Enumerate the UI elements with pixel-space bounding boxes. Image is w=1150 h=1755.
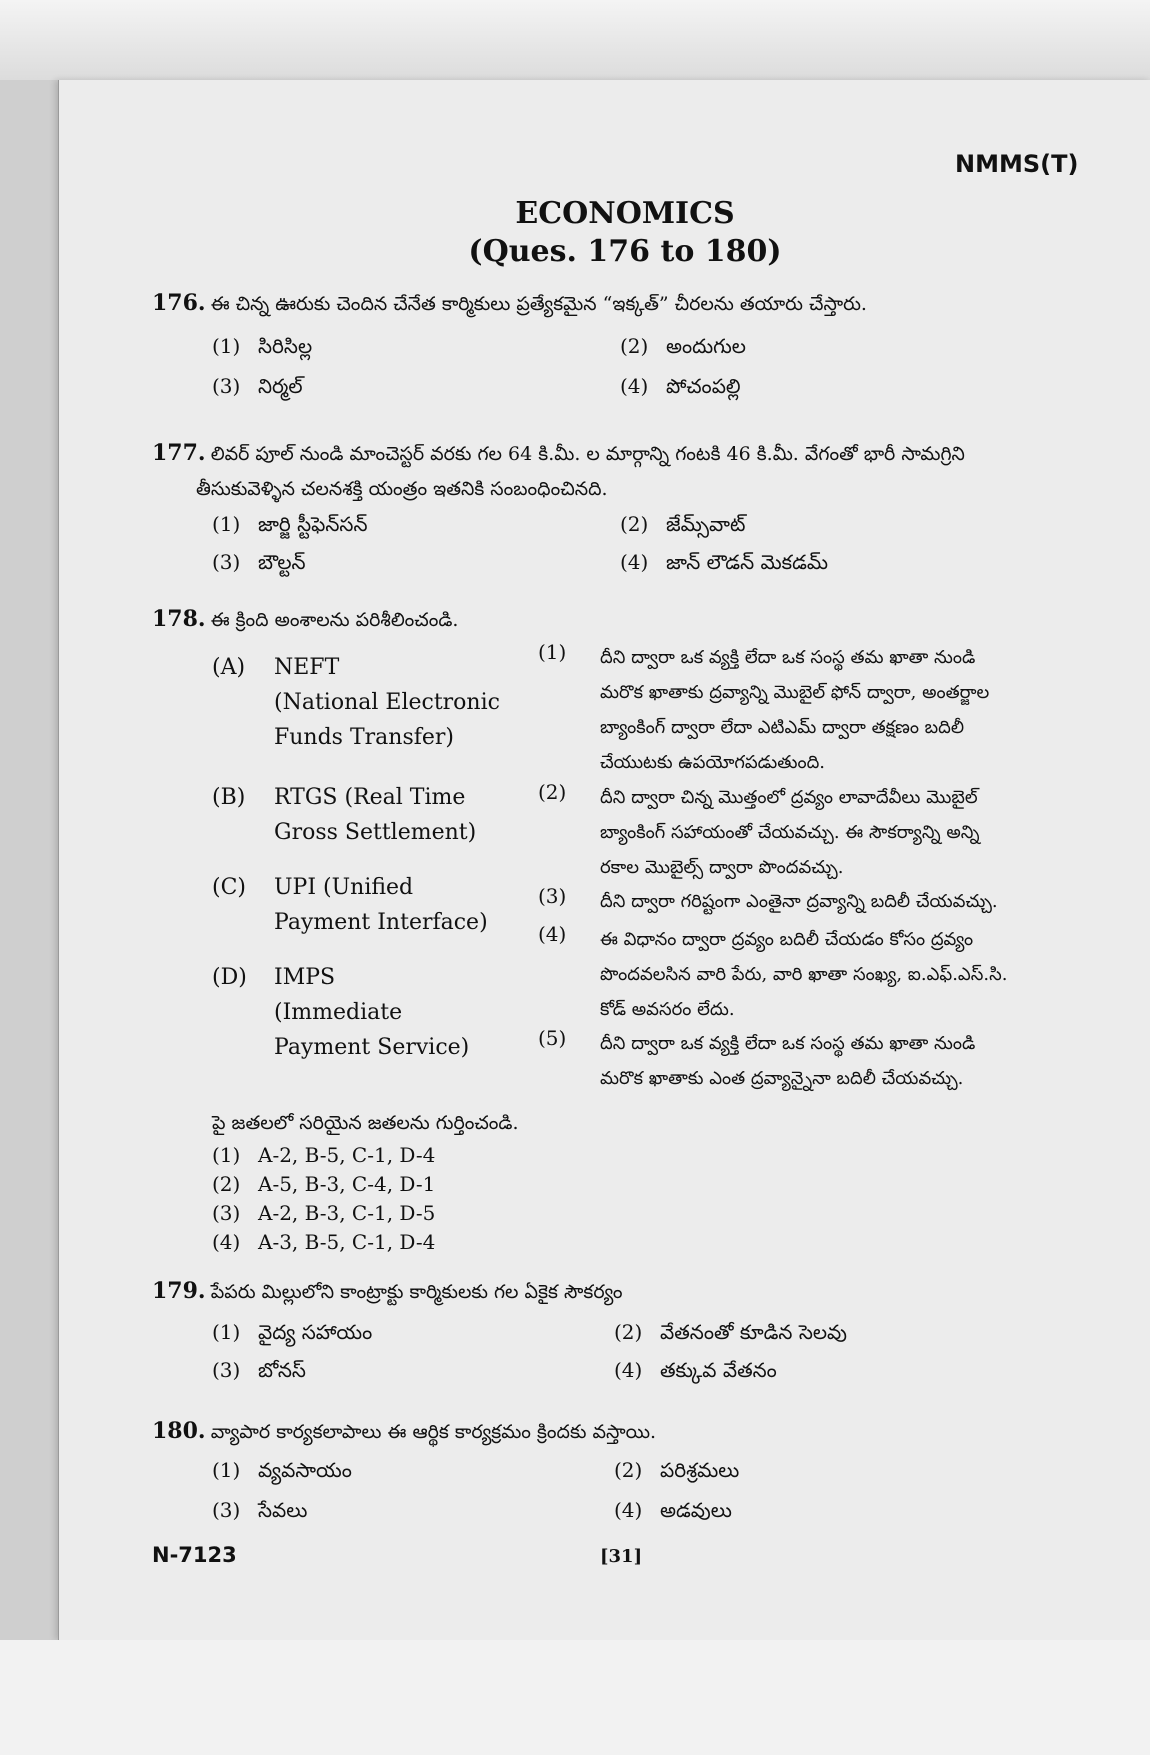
match-item-a: (A) NEFT (National Electronic Funds Transfer): [212, 655, 500, 750]
question-text: లివర్ పూల్ నుండి మాంచెస్టర్ వరకు గల 64 కి.మీ. ల మార్గాన్ని గంటకి 46 కి.మీ. వేగంతో భారీ సామగ్రిని: [210, 443, 965, 465]
scan-top-edge: [0, 0, 1150, 80]
question-178: [152, 606, 458, 636]
match-desc-5: దీని ద్వారా ఒక వ్యక్తి లేదా ఒక సంస్థ తమ ఖాతా నుండి మరొక ఖాతాకు ఎంత ద్రవ్యాన్నైనా బదిలీ చేయవచ్చు.: [600, 1033, 976, 1089]
option: (2) వేతనంతో కూడిన సెలవు: [614, 1320, 848, 1344]
match-item-c: (C) UPI (Unified Payment Interface): [212, 875, 488, 935]
question-177: [152, 440, 965, 470]
paper-code: NMMS(T): [955, 150, 1079, 178]
match-num-5: (5): [538, 1026, 567, 1050]
question-text: ఈ చిన్న ఊరుకు చెందిన చేనేత కార్మికులు ప్రత్యేకమైన “ఇక్కత్” చీరలను తయారు చేస్తారు.: [210, 293, 867, 315]
option: (3) బోనస్: [212, 1358, 306, 1382]
option: (3) బౌల్టన్: [212, 550, 306, 574]
section-title: ECONOMICS: [515, 196, 735, 231]
page-number: [31]: [600, 1546, 643, 1567]
match-desc-1: దీని ద్వారా ఒక వ్యక్తి లేదా ఒక సంస్థ తమ ఖాతా నుండి మరొక ఖాతాకు ద్రవ్యాన్ని మొబైల్ ఫోన్ ద్వారా, అంతర్జాల బ్యాంకింగ్ ద్వారా లేదా ఎటిఎమ్ ద్వారా తక్షణం బదిలీ చేయుటకు ఉపయోగపడుతుంది.: [600, 647, 990, 773]
option: (2) పరిశ్రమలు: [614, 1458, 740, 1482]
option: (1) సిరిసిల్ల: [212, 334, 313, 358]
option: (2) A-5, B-3, C-4, D-1: [212, 1172, 436, 1196]
option: (1) A-2, B-5, C-1, D-4: [212, 1143, 436, 1167]
match-num-2: (2): [538, 780, 567, 804]
question-number: 176.: [152, 290, 206, 316]
match-item-b: (B) RTGS (Real Time Gross Settlement): [212, 785, 477, 845]
question-text-cont: తీసుకువెళ్ళిన చలనశక్తి యంత్రం ఇతనికి సంబంధించినది.: [196, 478, 608, 500]
option: (1) వైద్య సహాయం: [212, 1320, 373, 1344]
option: (4) తక్కువ వేతనం: [614, 1358, 777, 1382]
question-number: 180.: [152, 1418, 206, 1444]
question-176: [152, 290, 867, 320]
question-number: 179.: [152, 1278, 206, 1304]
question-text: పేపరు మిల్లులోని కాంట్రాక్టు కార్మికులకు గల ఏకైక సౌకర్యం: [210, 1281, 623, 1303]
option: (3) నిర్మల్: [212, 374, 303, 398]
question-179: [152, 1278, 623, 1308]
option: (3) సేవలు: [212, 1498, 308, 1522]
scan-bottom-edge: [0, 1640, 1150, 1755]
match-desc-3: దీని ద్వారా గరిష్టంగా ఎంతైనా ద్రవ్యాన్ని బదిలీ చేయవచ్చు.: [600, 891, 998, 912]
option: (4) పోచంపల్లి: [620, 374, 741, 398]
option: (2) జేమ్స్‌వాట్: [620, 512, 746, 536]
option: (1) జార్జి స్టీఫెన్‌సన్: [212, 512, 368, 536]
match-desc-2: దీని ద్వారా చిన్న మొత్తంలో ద్రవ్యం లావాదేవీలు మొబైల్ బ్యాంకింగ్ సహాయంతో చేయవచ్చు. ఈ సౌకర్యాన్ని అన్ని రకాల మొబైల్స్ ద్వారా పొందవచ్చు.: [600, 787, 980, 878]
question-text: ఈ క్రింది అంశాలను పరిశీలించండి.: [210, 609, 459, 631]
option: (2) అందుగుల: [620, 334, 746, 358]
match-item-d: (D) IMPS (Immediate Payment Service): [212, 965, 470, 1060]
match-num-4: (4): [538, 922, 567, 946]
question-number: 177.: [152, 440, 206, 466]
option: (1) వ్యవసాయం: [212, 1458, 352, 1482]
option: (4) అడవులు: [614, 1498, 732, 1522]
match-num-3: (3): [538, 884, 567, 908]
option: (3) A-2, B-3, C-1, D-5: [212, 1201, 436, 1225]
question-180: [152, 1418, 656, 1448]
question-number: 178.: [152, 606, 206, 632]
option: (4) జాన్ లౌడన్ మెకడమ్: [620, 550, 829, 574]
booklet-code: N-7123: [152, 1543, 237, 1567]
match-desc-4: ఈ విధానం ద్వారా ద్రవ్యం బదిలీ చేయడం కోసం ద్రవ్యం పొందవలసిన వారి పేరు, వారి ఖాతా సంఖ్య, ఐ.ఎఫ్.ఎస్.సి. కోడ్ అవసరం లేదు.: [600, 929, 1008, 1020]
question-text: వ్యాపార కార్యకలాపాలు ఈ ఆర్థిక కార్యక్రమం క్రిందకు వస్తాయి.: [210, 1421, 657, 1443]
match-num-1: (1): [538, 640, 567, 664]
match-instruction: పై జతలలో సరియైన జతలను గుర్తించండి.: [212, 1112, 519, 1134]
section-range: (Ques. 176 to 180): [468, 234, 782, 269]
option: (4) A-3, B-5, C-1, D-4: [212, 1230, 436, 1254]
